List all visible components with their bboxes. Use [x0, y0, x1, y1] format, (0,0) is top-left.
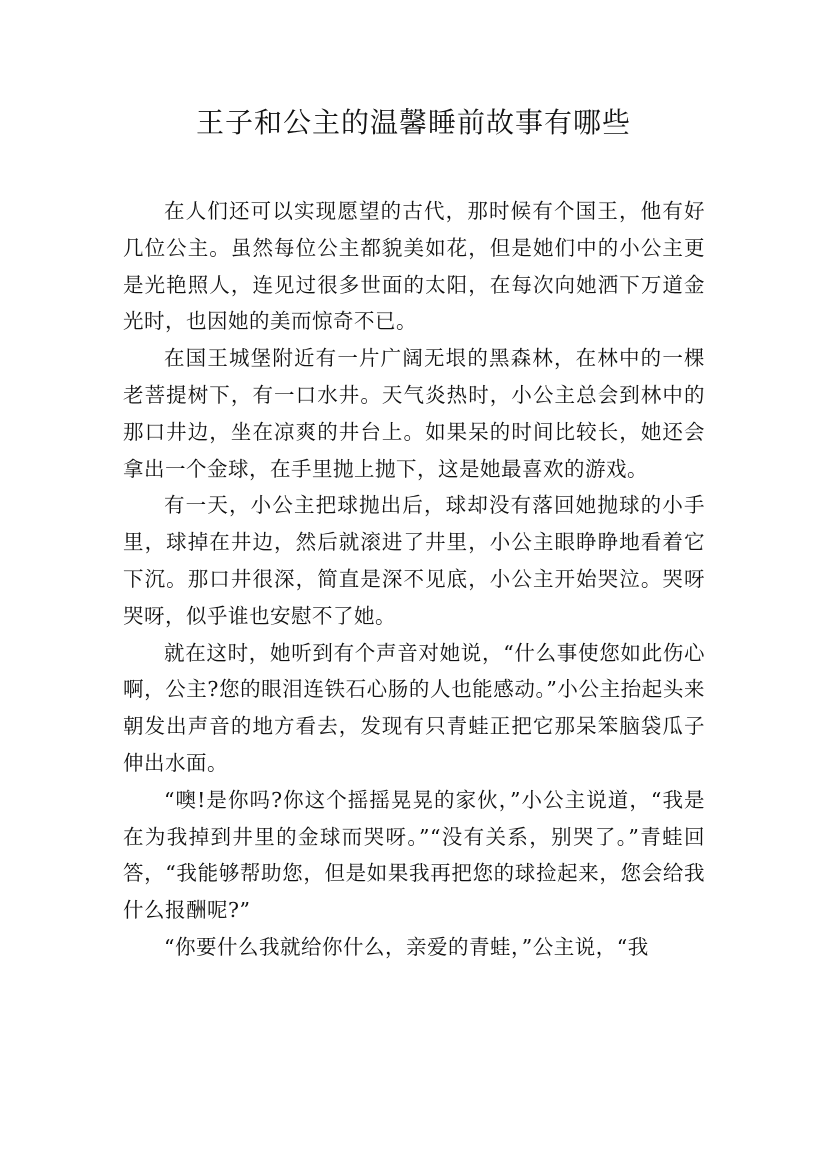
paragraph-5: “噢!是你吗?你这个摇摇晃晃的家伙，”小公主说道，“我是在为我掉到井里的金球而哭呀。”“没有关系，别哭了。”青蛙回答，“我能够帮助您，但是如果我再把您的球捡起来，您会给我什么报酬呢?” — [123, 787, 705, 923]
paragraph-3: 有一天，小公主把球抛出后，球却没有落回她抛球的小手里，球掉在井边，然后就滚进了井里，小公主眼睁睁地看着它下沉。那口井很深，简直是深不见底，小公主开始哭泣。哭呀哭呀，似乎谁也安慰不了她。 — [123, 493, 705, 628]
paragraph-2: 在国王城堡附近有一片广阔无垠的黑森林，在林中的一棵老菩提树下，有一口水井。天气炎热时，小公主总会到林中的那口井边，坐在凉爽的井台上。如果呆的时间比较长，她还会拿出一个金球，在手里抛上抛下，这是她最喜欢的游戏。 — [123, 346, 705, 481]
document-body — [123, 193, 705, 966]
paragraph-1: 在人们还可以实现愿望的古代，那时候有个国王，他有好几位公主。虽然每位公主都貌美如花，但是她们中的小公主更是光艳照人，连见过很多世面的太阳，在每次向她洒下万道金光时，也因她的美而惊奇不已。 — [123, 199, 705, 334]
paragraph-4: 就在这时，她听到有个声音对她说，“什么事使您如此伤心啊，公主?您的眼泪连铁石心肠的人也能感动。”小公主抬起头来朝发出声音的地方看去，发现有只青蛙正把它那呆笨脑袋瓜子伸出水面。 — [123, 640, 705, 775]
paragraph-6: “你要什么我就给你什么，亲爱的青蛙，”公主说，“我 — [164, 934, 649, 959]
document-title: 王子和公主的温馨睡前故事有哪些 — [195, 106, 631, 139]
